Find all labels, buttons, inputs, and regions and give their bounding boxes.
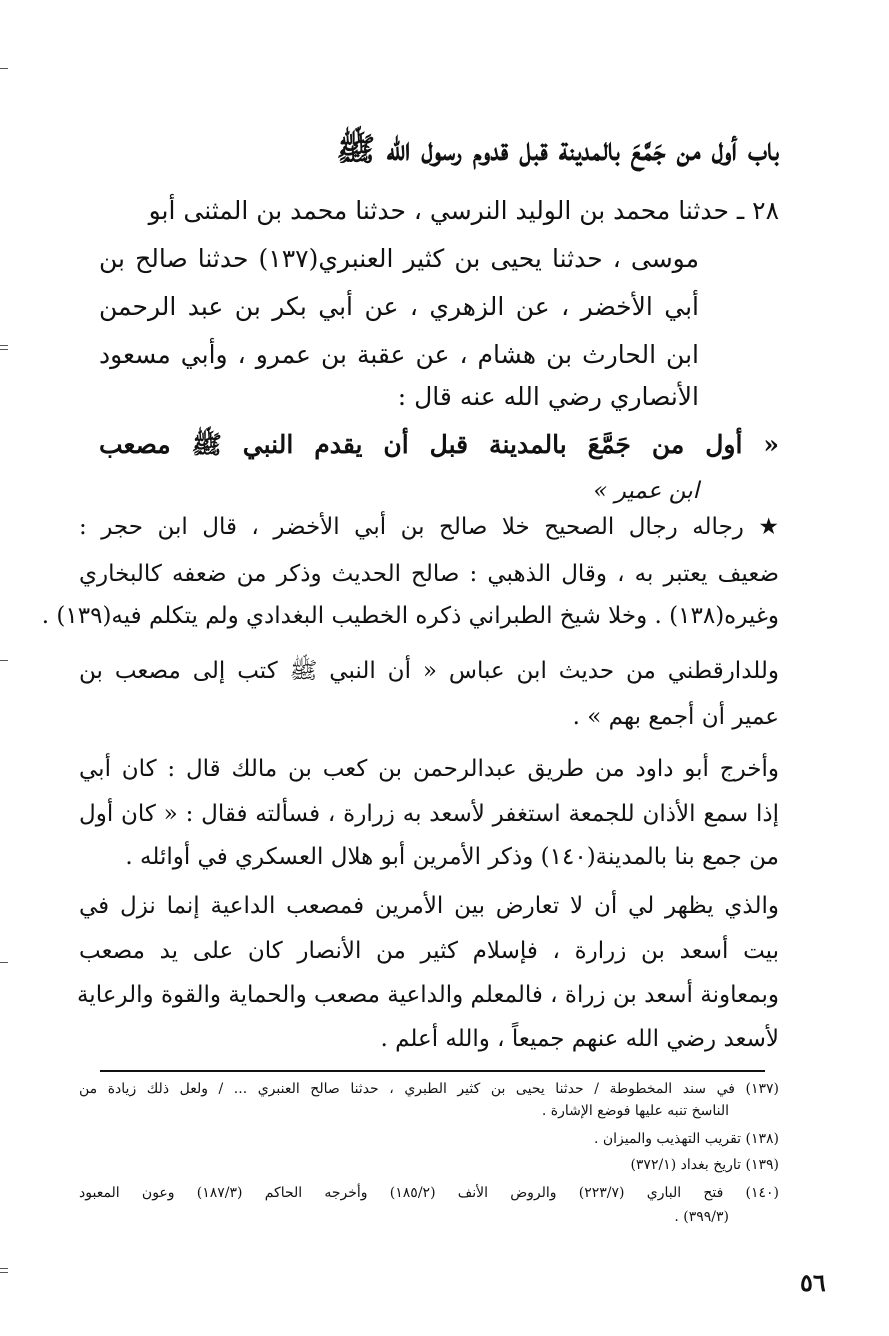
- para3-line-3: من جمع بنا بالمدينة(١٤٠) وذكر الأمرين أبو هلال العسكري في أوائله .: [125, 844, 779, 870]
- hadith-matn-line-1: « أول من جَمَّعَ بالمدينة قبل أن يقدم النبي ﷺ مصعب: [99, 430, 779, 459]
- margin-tick: [0, 660, 8, 661]
- margin-tick: [0, 345, 8, 350]
- hadith-line-3: أبي الأخضر ، عن الزهري ، عن أبي بكر بن عبد الرحمن: [99, 292, 699, 321]
- para2-line-2: عمير أن أجمع بهم » .: [572, 704, 779, 730]
- footnote-separator: [100, 1070, 765, 1072]
- para2-line-1: وللدارقطني من حديث ابن عباس « أن النبي ﷺ كتب إلى مصعب بن: [79, 658, 779, 684]
- chapter-title: باب أول من جَمَّعَ بالمدينة قبل قدوم رسول الله ﷺ: [336, 130, 779, 168]
- comment-line-2: ضعيف يعتبر به ، وقال الذهبي : صالح الحديث وذكر من ضعفه كالبخاري: [79, 561, 779, 587]
- para4-line-4: لأسعد رضي الله عنهم جميعاً ، والله أعلم .: [380, 1026, 779, 1052]
- comment-line-3: وغيره(١٣٨) . وخلا شيخ الطبراني ذكره الخطيب البغدادي ولم يتكلم فيه(١٣٩) .: [41, 603, 779, 629]
- footnote-140-line-1: (١٤٠) فتح الباري (٢٢٣/٧) والروض الأنف (١٨٥/٢) وأخرجه الحاكم (١٨٧/٣) وعون المعبود: [79, 1185, 779, 1201]
- hadith-line-2: موسى ، حدثنا يحيى بن كثير العنبري(١٣٧) حدثنا صالح بن: [99, 244, 699, 273]
- para4-line-1: والذي يظهر لي أن لا تعارض بين الأمرين فمصعب الداعية إنما نزل في: [79, 893, 779, 919]
- margin-tick: [0, 962, 8, 963]
- footnote-138: (١٣٨) تقريب التهذيب والميزان .: [593, 1131, 779, 1147]
- page-number: ٥٦: [800, 1268, 826, 1297]
- margin-tick: [0, 1268, 8, 1273]
- comment-line-1: ★ رجاله رجال الصحيح خلا صالح بن أبي الأخضر ، قال ابن حجر :: [79, 514, 779, 540]
- hadith-matn-line-2: ابن عمير »: [593, 478, 699, 504]
- footnote-137-line-1: (١٣٧) في سند المخطوطة / حدثنا يحيى بن كثير الطبري ، حدثنا صالح العنبري ... / ولعل ذلك زيادة من: [79, 1081, 779, 1097]
- para3-line-2: إذا سمع الأذان للجمعة استغفر لأسعد به زرارة ، فسألته فقال : « كان أول: [79, 801, 779, 827]
- hadith-line-1: ٢٨ ـ حدثنا محمد بن الوليد النرسي ، حدثنا محمد بن المثنى أبو: [148, 196, 779, 225]
- hadith-line-4: ابن الحارث بن هشام ، عن عقبة بن عمرو ، وأبي مسعود: [99, 340, 699, 369]
- footnote-140-line-2: (٣٩٩/٣) .: [674, 1209, 729, 1225]
- footnote-139: (١٣٩) تاريخ بغداد (٣٧٢/١): [630, 1157, 779, 1173]
- hadith-line-5: الأنصاري رضي الله عنه قال :: [397, 382, 699, 411]
- footnote-137-line-2: الناسخ تنبه عليها فوضع الإشارة .: [541, 1103, 729, 1119]
- margin-tick: [0, 68, 8, 69]
- para3-line-1: وأخرج أبو داود من طريق عبدالرحمن بن كعب بن مالك قال : كان أبي: [79, 756, 779, 782]
- para4-line-2: بيت أسعد بن زرارة ، فإسلام كثير من الأنصار كان على يد مصعب: [79, 938, 779, 964]
- para4-line-3: وبمعاونة أسعد بن زراة ، فالمعلم والداعية مصعب والحماية والقوة والرعاية: [76, 982, 779, 1008]
